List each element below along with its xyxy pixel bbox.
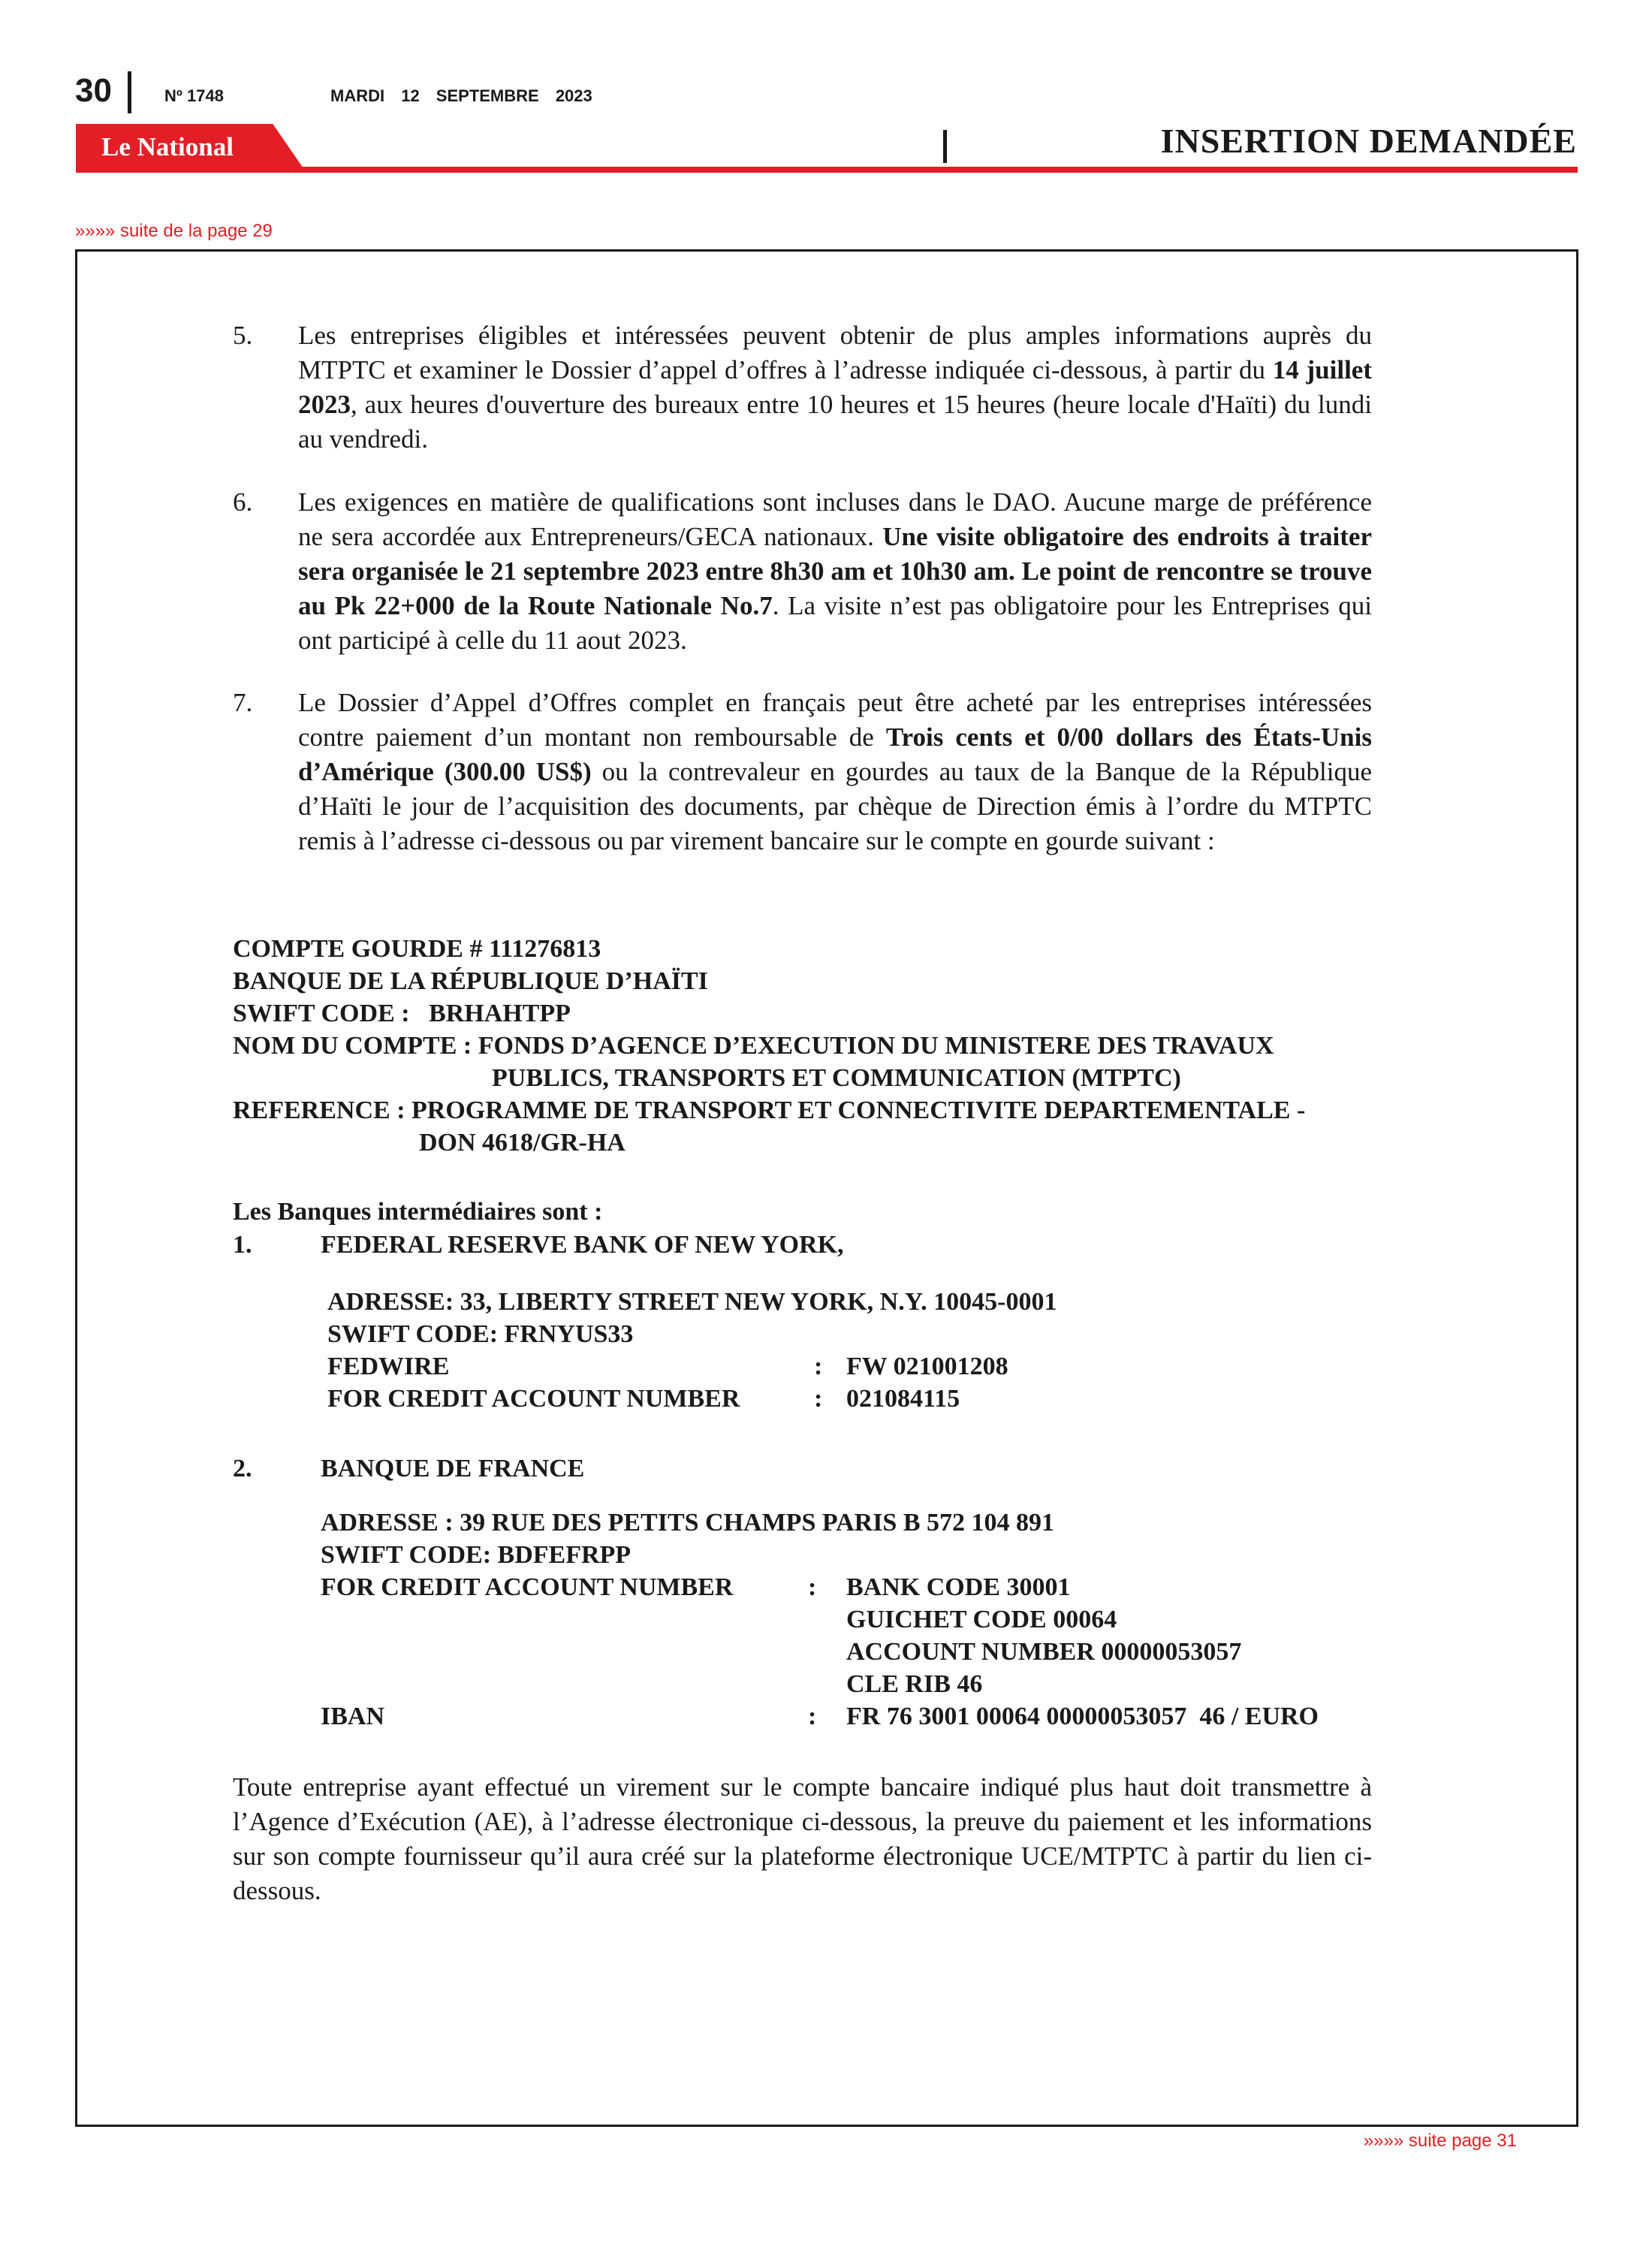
account-number: COMPTE GOURDE # 111276813 (233, 935, 601, 963)
iban-value: FR 76 3001 00064 00000053057 46 / EURO (846, 1703, 1319, 1730)
account-swift: SWIFT CODE : BRHAHTPP (233, 1000, 571, 1027)
cle-rib: CLE RIB 46 (846, 1670, 983, 1698)
issue-number: Nº 1748 (164, 86, 224, 105)
header-tick (943, 130, 947, 163)
account-number-value: ACCOUNT NUMBER 00000053057 (846, 1638, 1242, 1666)
bank-address: ADRESSE : 39 RUE DES PETITS CHAMPS PARIS B 572 104 891 (321, 1509, 1055, 1537)
page-number: 30 (75, 72, 112, 109)
account-name: NOM DU COMPTE : FONDS D’AGENCE D’EXECUTION DU MINISTERE DES TRAVAUX (233, 1032, 1274, 1060)
guichet-code: GUICHET CODE 00064 (846, 1606, 1117, 1633)
paragraph-6: Les exigences en matière de qualifications sont incluses dans le DAO. Aucune marge de préférence ne sera accordée aux Entrepreneurs/GECA nationaux. Une visite obligatoire des endroits à traiter sera organisée le 21 septembre 2023 entre 8h30 am et 10h30 am. Le point de rencontre se trouve au Pk 22+000 de la Route Nationale No.7. La visite n’est pas obligatoire pour les Entreprises qui ont participé à celle du 11 aout 2023. (298, 487, 1372, 655)
colon: : (814, 1353, 823, 1380)
intermediaries-heading: Les Banques intermédiaires sont : (233, 1198, 603, 1226)
bank-number: 1. (233, 1231, 252, 1259)
closing-paragraph: Toute entreprise ayant effectué un virement sur le compte bancaire indiqué plus haut doit transmettre à l’Agence d’Exécution (AE), à l’adresse électronique ci-dessous, la preuve du paiement et les informations sur son compte fournisseur qu’il aura créé sur la plateforme électronique UCE/MTPTC à partir du lien ci-dessous. (233, 1772, 1372, 1905)
credit-account-label: FOR CREDIT ACCOUNT NUMBER (327, 1385, 740, 1413)
iban-label: IBAN (321, 1703, 385, 1730)
continued-to-link: »»»» suite page 31 (1363, 2131, 1517, 2151)
publication-date: MARDI 12 SEPTEMBRE 2023 (330, 86, 592, 105)
fedwire-label: FEDWIRE (327, 1353, 450, 1380)
paragraph-number: 5. (233, 321, 253, 350)
account-bank: BANQUE DE LA RÉPUBLIQUE D’HAÏTI (233, 967, 708, 995)
bank-name: BANQUE DE FRANCE (321, 1455, 585, 1482)
account-reference: REFERENCE : PROGRAMME DE TRANSPORT ET CONNECTIVITE DEPARTEMENTALE - (233, 1096, 1306, 1124)
paragraph-number: 6. (233, 487, 253, 517)
header-divider (128, 71, 131, 113)
credit-account-label: FOR CREDIT ACCOUNT NUMBER (321, 1573, 734, 1601)
bank-swift: SWIFT CODE: BDFEFRPP (321, 1541, 632, 1569)
section-title: INSERTION DEMANDÉE (1160, 122, 1577, 160)
bank-swift: SWIFT CODE: FRNYUS33 (327, 1320, 634, 1348)
colon: : (814, 1385, 823, 1413)
account-reference-continued: DON 4618/GR-HA (419, 1129, 626, 1157)
paragraph-5: Les entreprises éligibles et intéressées peuvent obtenir de plus amples informations auprès du MTPTC et examiner le Dossier d’appel d’offres à l’adresse indiquée ci-dessous, à partir du 14 juillet 2023, aux heures d'ouverture des bureaux entre 10 heures et 15 heures (heure locale d'Haïti) du lundi au vendredi. (298, 321, 1373, 454)
account-name-continued: PUBLICS, TRANSPORTS ET COMMUNICATION (MTPTC) (492, 1064, 1181, 1092)
credit-account-value: 021084115 (846, 1385, 960, 1413)
bank-name: FEDERAL RESERVE BANK OF NEW YORK, (321, 1231, 844, 1259)
colon: : (808, 1573, 817, 1601)
header-rule (76, 167, 1578, 173)
bank-address: ADRESSE: 33, LIBERTY STREET NEW YORK, N.Y. 10045-0001 (327, 1288, 1057, 1316)
paragraph-7: Le Dossier d’Appel d’Offres complet en français peut être acheté par les entreprises intéressées contre paiement d’un montant non remboursable de Trois cents et 0/00 dollars des États-Unis d’Amérique (300.00 US$) ou la contrevaleur en gourdes au taux de la Banque de la République d’Haïti le jour de l’acquisition des documents, par chèque de Direction émis à l’ordre du MTPTC remis à l’adresse ci-dessous ou par virement bancaire sur le compte en gourde suivant : (298, 688, 1372, 855)
bank-number: 2. (233, 1455, 252, 1482)
continued-from-link: »»»» suite de la page 29 (75, 221, 273, 241)
fedwire-value: FW 021001208 (846, 1353, 1008, 1380)
paragraph-number: 7. (233, 688, 253, 717)
newspaper-name: Le National (101, 132, 234, 161)
bank-code: BANK CODE 30001 (846, 1573, 1071, 1601)
colon: : (808, 1703, 817, 1730)
